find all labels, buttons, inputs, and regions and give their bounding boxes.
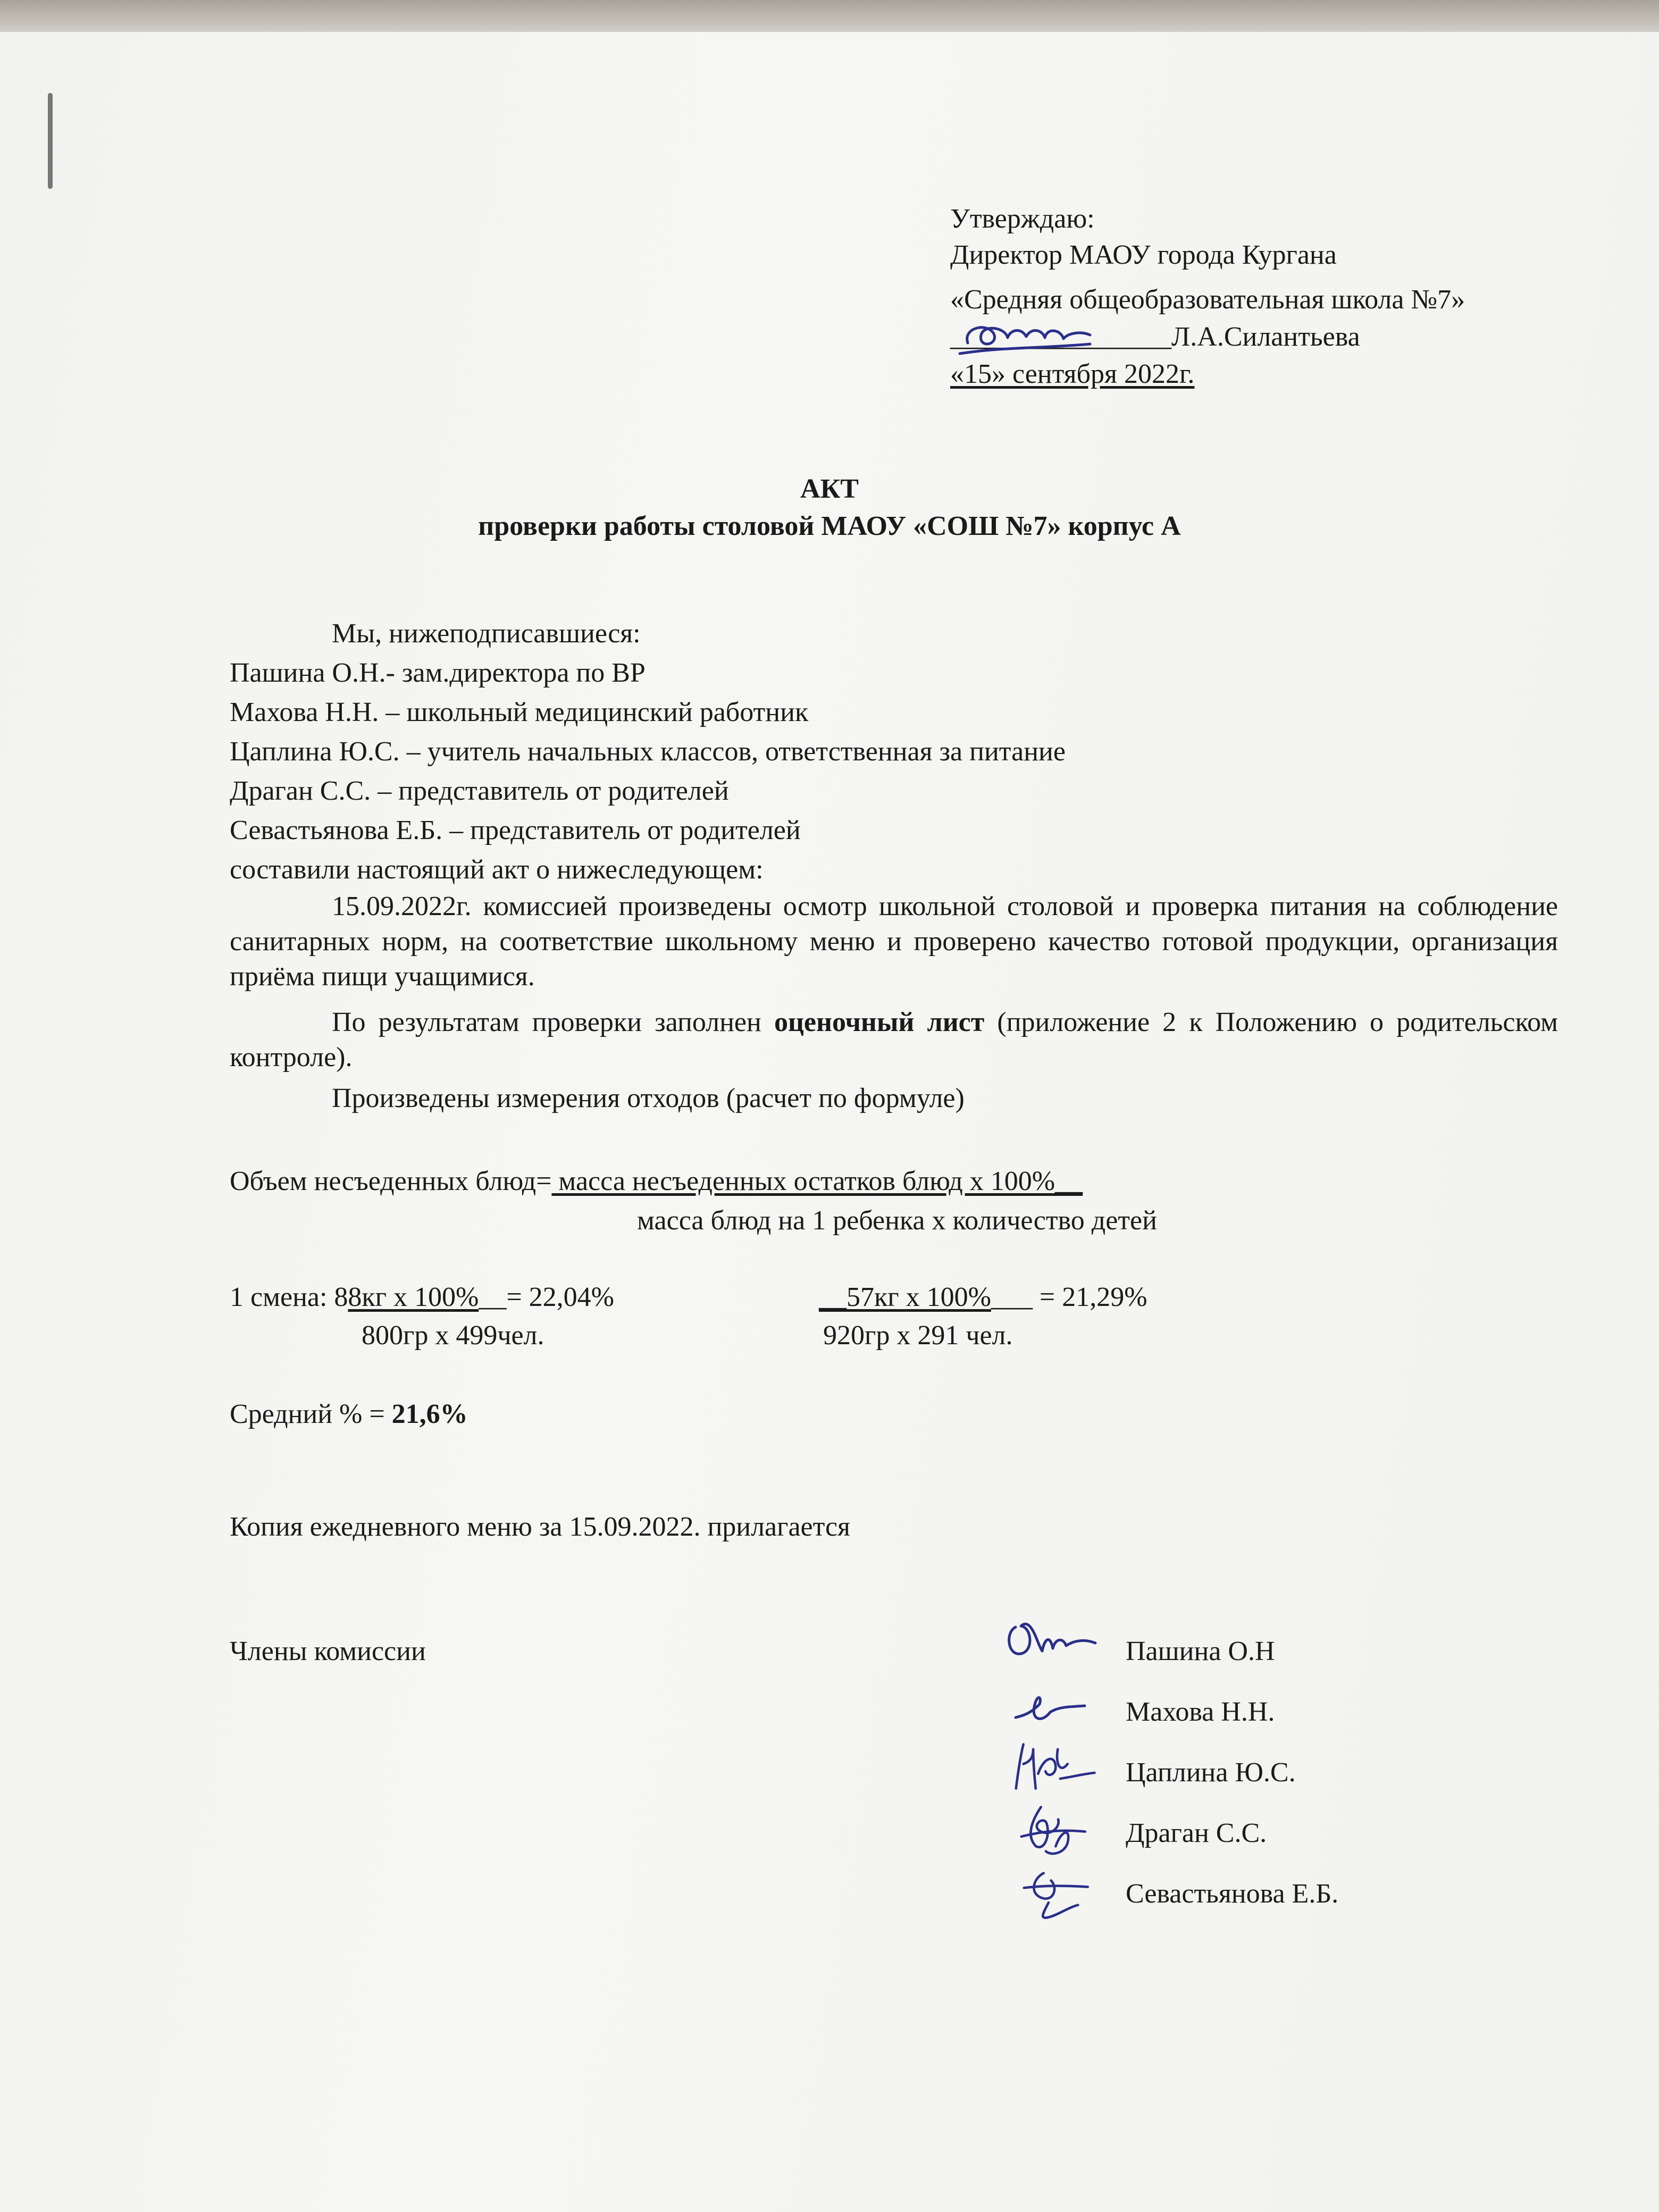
commission-member: Махова Н.Н. [1126, 1697, 1275, 1727]
compiled-text: составили настоящий акт о нижеследующем: [230, 854, 764, 885]
results-bold: оценочный лист [774, 1007, 985, 1037]
signature-dragan [1008, 1797, 1109, 1861]
results-tail: (приложение 2 к Положению о родительском контроле). [230, 1007, 1559, 1073]
average-label: Средний % = [230, 1399, 392, 1429]
signature-sevastyanova [1010, 1858, 1111, 1922]
paragraph-measurements: Произведены измерения отходов (расчет по формуле) [332, 1083, 965, 1113]
paragraph-results [230, 1005, 1558, 1075]
approval-sign-line: ________________Л.А.Силантьева [950, 322, 1360, 352]
binder-mark [48, 93, 53, 189]
calc-denominator-2: 920гр х 291 чел. [823, 1320, 1013, 1351]
calc-result-1: __= 22,04% [479, 1282, 614, 1312]
formula-label: Объем несъеденных блюд= [230, 1166, 552, 1196]
signature-makhova [1010, 1675, 1111, 1739]
intro-text: Мы, нижеподписавшиеся: [332, 618, 641, 649]
member-line: Цаплина Ю.С. – учитель начальных классов, ответственная за питание [230, 736, 1066, 767]
formula-row [230, 1166, 1083, 1197]
calc-shift-label: 1 смена: 8 [230, 1282, 348, 1312]
formula-numerator: масса несъеденных остатков блюд х 100%__ [551, 1166, 1083, 1196]
approval-date: «15» сентября 2022г. [950, 359, 1195, 389]
calc-numerator-1: 8кг х 100% [348, 1282, 479, 1312]
approval-position: Директор МАОУ города Кургана [950, 240, 1337, 270]
commission-label: Члены комиссии [230, 1636, 426, 1666]
commission-member: Цаплина Ю.С. [1126, 1757, 1296, 1788]
commission-member: Севастьянова Е.Б. [1126, 1879, 1339, 1909]
document-title: АКТ [800, 474, 859, 504]
formula-denominator: масса блюд на 1 ребенка х количество детей [637, 1205, 1157, 1236]
commission-member: Пашина О.Н [1126, 1636, 1275, 1666]
member-line: Махова Н.Н. – школьный медицинский работник [230, 697, 809, 727]
signature-tsaplina [1002, 1735, 1103, 1798]
calc-row-2 [819, 1281, 1147, 1313]
commission-member: Драган С.С. [1126, 1818, 1267, 1848]
approval-label: Утверждаю: [950, 204, 1095, 234]
menu-note: Копия ежедневного меню за 15.09.2022. прилагается [230, 1512, 850, 1542]
calc-result-2: ___ = 21,29% [991, 1282, 1147, 1312]
paragraph-inspection: 15.09.2022г. комиссией произведены осмотр школьной столовой и проверка питания на соблюдение санитарных норм, на соответствие школьному меню и проверено качество готовой продукции, организация приёма пищи учащимися. [230, 891, 1558, 992]
average-value: 21,6% [391, 1399, 468, 1429]
member-line: Пашина О.Н.- зам.директора по ВР [230, 658, 646, 688]
show-through-texture [234, 160, 1638, 2074]
approval-school: «Средняя общеобразовательная школа №7» [950, 284, 1465, 315]
member-line: Драган С.С. – представитель от родителей [230, 776, 729, 806]
director-signature [957, 306, 1095, 364]
calc-denominator-1: 800гр х 499чел. [362, 1320, 544, 1351]
calc-row-1 [230, 1281, 614, 1313]
signature-pashina [1000, 1606, 1101, 1670]
document-subtitle: проверки работы столовой МАОУ «СОШ №7» корпус А [478, 511, 1181, 541]
average-row [230, 1398, 468, 1430]
member-line: Севастьянова Е.Б. – представитель от родителей [230, 815, 801, 845]
calc-numerator-2: __57кг х 100% [819, 1282, 991, 1312]
results-text: По результатам проверки заполнен [332, 1007, 774, 1037]
